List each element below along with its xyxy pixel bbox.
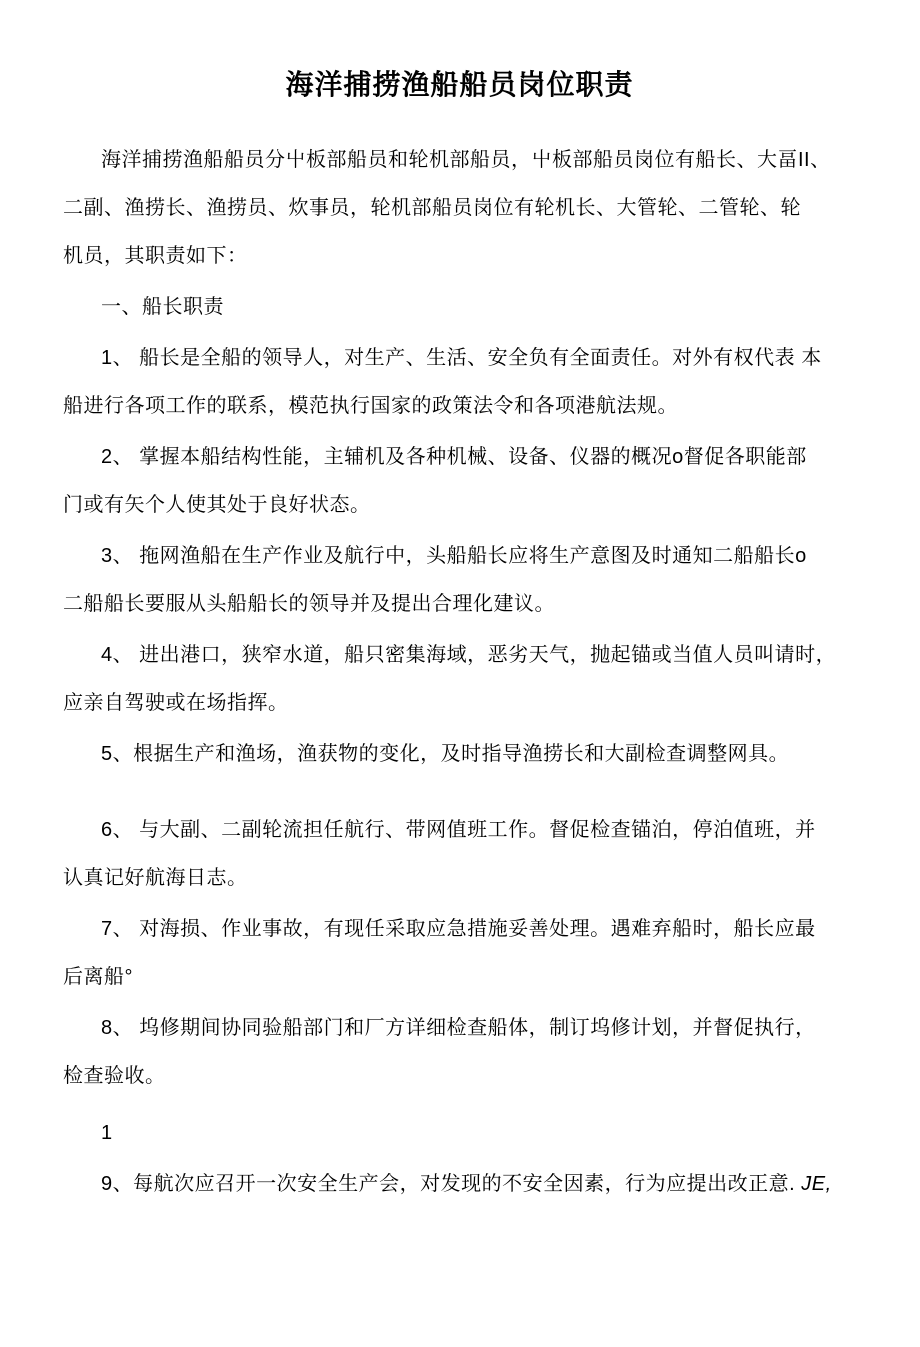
duty-item-3 bbox=[63, 532, 856, 628]
doc-line: 8、 坞修期间协同验船部门和厂方详细检查船体，制订坞修计划，并督促执行， bbox=[101, 1017, 816, 1039]
doc-line: 二船船长要服从头船船长的领导并及提出合理化建议。 bbox=[63, 593, 555, 615]
doc-line: 6、 与大副、二副轮流担任航行、带网值班工作。督促检查锚泊，停泊值班，并 bbox=[101, 819, 816, 841]
doc-line: 认真记好航海日志。 bbox=[63, 867, 248, 889]
duty-item-5 bbox=[63, 730, 856, 778]
section-heading bbox=[63, 283, 856, 331]
doc-line bbox=[63, 1160, 856, 1208]
page-number-text: 1 bbox=[101, 1122, 113, 1144]
doc-line: 机员，其职责如下： bbox=[63, 245, 248, 267]
doc-line: 5、根据生产和渔场，渔获物的变化，及时指导渔捞长和大副检查调整网具。 bbox=[101, 743, 790, 765]
duty-item-4 bbox=[63, 631, 856, 727]
page-number bbox=[63, 1109, 856, 1157]
duty-item-1 bbox=[63, 334, 856, 430]
document-title: 海洋捕捞渔船船员岗位职责 bbox=[285, 69, 634, 100]
duty-item-2 bbox=[63, 433, 856, 529]
doc-line: 4、 进出港口，狭窄水道，船只密集海域，恶劣天气，抛起锚或当值人员叫请时， bbox=[101, 644, 837, 666]
ocr-artifact-suffix: JE, bbox=[801, 1173, 832, 1195]
section-heading-text: 一、船长职责 bbox=[101, 296, 224, 318]
duty-item-7 bbox=[63, 905, 856, 1001]
doc-line: 应亲自驾驶或在场指挥。 bbox=[63, 692, 289, 714]
document-page bbox=[0, 64, 920, 1347]
intro-paragraph bbox=[63, 136, 856, 280]
duty-item-6 bbox=[63, 806, 856, 902]
duty-item-8 bbox=[63, 1004, 856, 1100]
doc-line: 二副、渔捞长、渔捞员、炊事员，轮机部船员岗位有轮机长、大管轮、二管轮、轮 bbox=[63, 197, 801, 219]
doc-line: 检查验收。 bbox=[63, 1065, 166, 1087]
duty-item-9 bbox=[63, 1160, 856, 1208]
doc-line: 门或有矢个人使其处于良好状态。 bbox=[63, 494, 371, 516]
doc-line: 1、 船长是全船的领导人，对生产、生活、安全负有全面责任。对外有权代表 本 bbox=[101, 347, 822, 369]
doc-line: 后离船° bbox=[63, 966, 133, 988]
doc-line: 海洋捕捞渔船船员分屮板部船员和轮机部船员，屮板部船员岗位有船长、大畐II、 bbox=[101, 149, 831, 171]
doc-line: 2、 掌握本船结构性能，主辅机及各种机械、设备、仪器的概况o督促各职能部 bbox=[101, 446, 807, 468]
doc-line: 3、 拖网渔船在生产作业及航行中，头船船长应将生产意图及时通知二船船长o bbox=[101, 545, 807, 567]
doc-line-text: 9、每航次应召开一次安全生产会，对发现的不安全因素，行为应提出改正意. bbox=[101, 1173, 802, 1195]
doc-line: 7、 对海损、作业事故，有现任采取应急措施妥善处理。遇难弃船时，船长应最 bbox=[101, 918, 816, 940]
doc-line: 船进行各项工作的联系，模范执行国家的政策法令和各项港航法规。 bbox=[63, 395, 678, 417]
